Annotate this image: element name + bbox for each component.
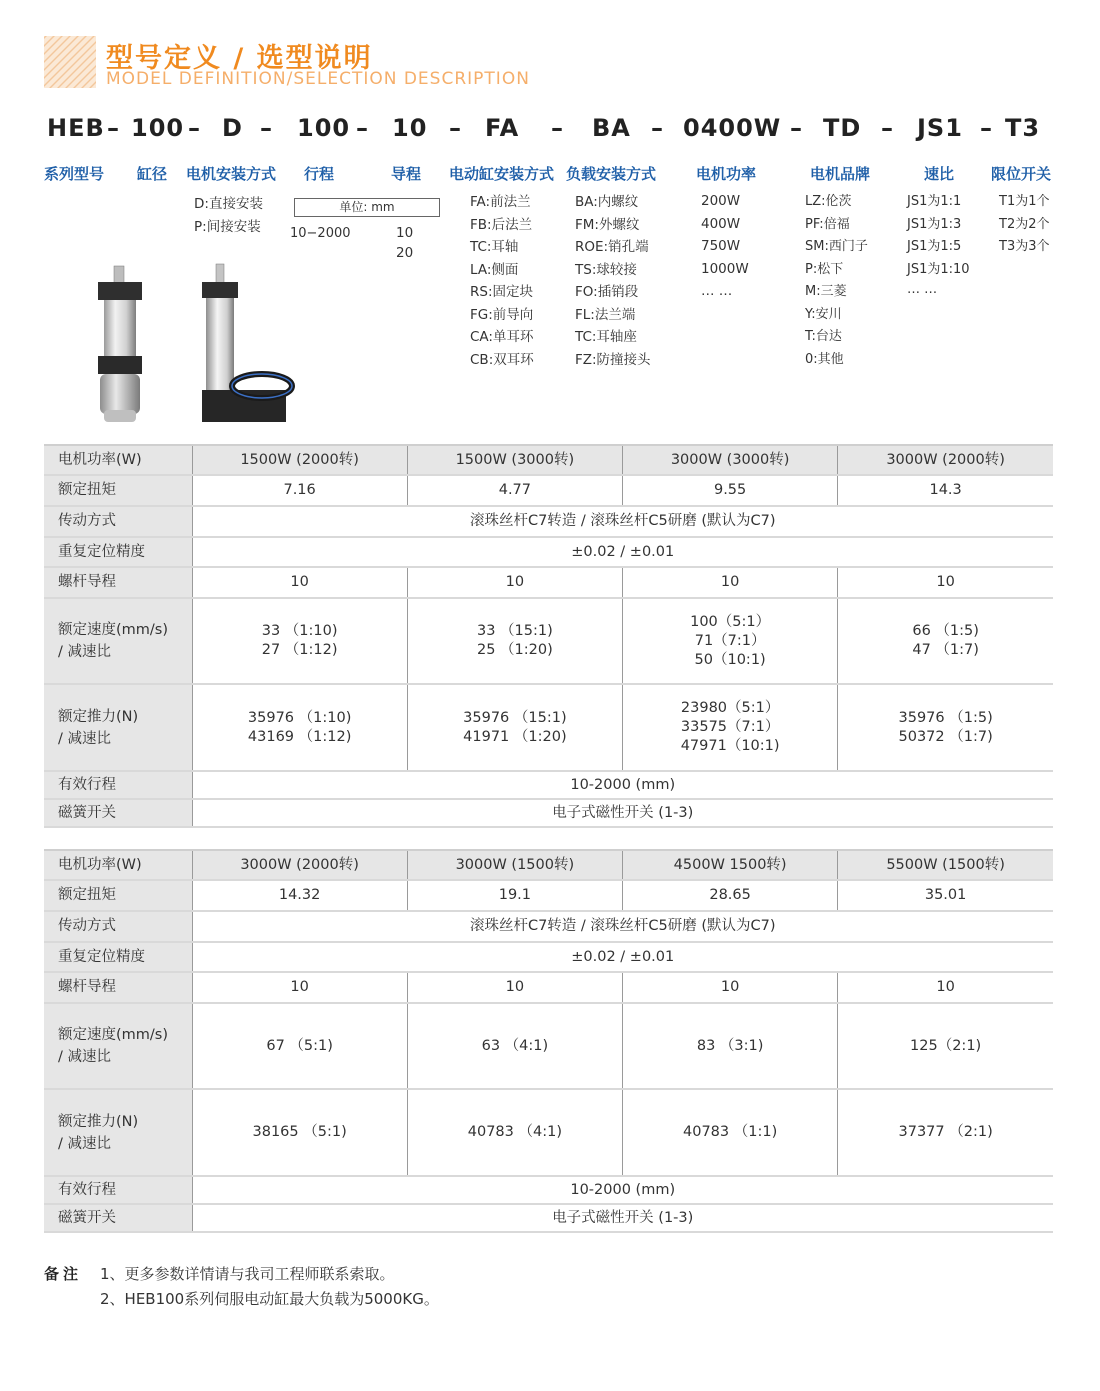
row-label: 传动方式	[44, 911, 192, 942]
table-cell: 10	[838, 972, 1053, 1003]
def-header-brand: 电机品牌	[810, 165, 871, 183]
table-cell: 33 （15:1) 25 （1:20)	[407, 598, 622, 684]
table-row	[44, 445, 1053, 475]
table-cell: 10	[623, 972, 838, 1003]
code-sep: –	[107, 114, 120, 142]
table-cell: 14.32	[192, 880, 407, 911]
table-row	[44, 942, 1053, 972]
table-cell: 38165 （5:1)	[192, 1089, 407, 1176]
table-cell: 4500W 1500转)	[623, 850, 838, 880]
note-item: 1、更多参数详情请与我司工程师联系索取。	[100, 1265, 395, 1283]
product-image-parallel-mount	[200, 262, 296, 428]
table-cell: 23980（5:1） 33575（7:1） 47971（10:1)	[623, 684, 838, 771]
code-series: HEB	[47, 114, 105, 142]
list-item: BA:内螺纹	[575, 194, 639, 210]
code-sep: –	[356, 114, 369, 142]
list-item: FA:前法兰	[470, 194, 531, 210]
table-cell: 3000W (2000转)	[192, 850, 407, 880]
table-cell: ±0.02 / ±0.01	[192, 537, 1053, 567]
table-cell: ±0.02 / ±0.01	[192, 942, 1053, 972]
row-label: 重复定位精度	[44, 942, 192, 972]
cylinder-mount-options	[470, 191, 534, 371]
table-row	[44, 911, 1053, 942]
load-mount-options	[575, 191, 651, 371]
list-item: FO:插销段	[575, 284, 639, 300]
table-row	[44, 972, 1053, 1003]
list-item: JS1为1:3	[907, 216, 962, 232]
code-sep: –	[980, 114, 993, 142]
table-cell: 3000W (2000转)	[838, 445, 1053, 475]
table-cell: 40783 （1:1)	[623, 1089, 838, 1176]
table-cell: 电子式磁性开关 (1-3)	[192, 799, 1053, 827]
table-cell: 10	[407, 972, 622, 1003]
note-item: 2、HEB100系列伺服电动缸最大负载为5000KG。	[100, 1290, 439, 1308]
list-item: 1000W	[701, 260, 749, 277]
header-decoration-icon	[44, 36, 96, 88]
page-subtitle: MODEL DEFINITION/SELECTION DESCRIPTION	[106, 69, 530, 89]
code-sep: –	[260, 114, 273, 142]
product-image-direct-mount	[90, 262, 150, 428]
table-cell: 10	[407, 567, 622, 598]
list-item: T1为1个	[999, 194, 1050, 209]
table-cell: 14.3	[838, 475, 1053, 506]
row-label: 螺杆导程	[44, 972, 192, 1003]
stroke-range: 10−2000	[290, 226, 351, 241]
table-cell: 100（5:1） 71（7:1） 50（10:1)	[623, 598, 838, 684]
code-sep: –	[881, 114, 894, 142]
lead-options	[396, 223, 413, 263]
list-item: LZ:伦茨	[805, 194, 852, 209]
code-sep: –	[551, 114, 564, 142]
list-item: SM:西门子	[805, 239, 868, 254]
row-label: 电机功率(W)	[44, 445, 192, 475]
list-item: FG:前导向	[470, 306, 534, 323]
code-bore: 100	[131, 114, 185, 142]
list-item: CB:双耳环	[470, 351, 534, 368]
list-item: LA:侧面	[470, 261, 519, 278]
table-cell: 35976 （1:10) 43169 （1:12)	[192, 684, 407, 771]
table-cell: 电子式磁性开关 (1-3)	[192, 1204, 1053, 1232]
table-cell: 63 （4:1)	[407, 1003, 622, 1089]
table-row	[44, 1204, 1053, 1232]
row-label: 传动方式	[44, 506, 192, 537]
def-header-load-mount: 负载安装方式	[566, 165, 657, 183]
def-header-ratio: 速比	[924, 165, 955, 183]
code-brand: TD	[823, 114, 862, 142]
table-cell: 125（2:1)	[838, 1003, 1053, 1089]
list-item: T2为2个	[999, 216, 1050, 232]
list-item: JS1为1:1	[907, 194, 962, 209]
table-row	[44, 850, 1053, 880]
row-label: 有效行程	[44, 1176, 192, 1204]
table-cell: 19.1	[407, 880, 622, 911]
def-header-cyl-mount: 电动缸安装方式	[449, 165, 555, 183]
limit-switch-options	[999, 191, 1049, 259]
table-cell: 10	[192, 567, 407, 598]
list-item: FZ:防撞接头	[575, 351, 651, 368]
table-row	[44, 506, 1053, 537]
list-item: 10	[396, 225, 414, 241]
table-cell: 10-2000 (mm)	[192, 1176, 1053, 1204]
list-item: 750W	[701, 238, 741, 254]
row-label: 额定扭矩	[44, 475, 192, 506]
table-cell: 35.01	[838, 880, 1053, 911]
list-item: 200W	[701, 193, 741, 209]
list-item: P:间接安装	[194, 218, 261, 235]
row-label: 电机功率(W)	[44, 850, 192, 880]
list-item: TS:球较接	[575, 261, 637, 278]
table-cell: 83 （3:1)	[623, 1003, 838, 1089]
code-stroke: 100	[297, 114, 351, 142]
list-item: TC:耳轴	[470, 239, 519, 255]
row-label: 额定推力(N) / 减速比	[44, 1089, 192, 1176]
table-cell: 5500W (1500转)	[838, 850, 1053, 880]
table-cell: 67 （5:1)	[192, 1003, 407, 1089]
list-item: ROE:销孔端	[575, 239, 649, 255]
list-item: PF:倍福	[805, 216, 850, 232]
list-item: FM:外螺纹	[575, 216, 640, 233]
table-row	[44, 880, 1053, 911]
table-row	[44, 475, 1053, 506]
list-item: FL:法兰端	[575, 306, 636, 323]
page-title: 型号定义 / 选型说明	[106, 43, 373, 74]
def-header-motor-mount: 电机安装方式	[186, 165, 277, 183]
stroke-unit-box: 单位: mm	[294, 198, 440, 217]
table-cell: 4.77	[407, 475, 622, 506]
code-power: 0400W	[683, 114, 782, 142]
list-item: … …	[907, 282, 938, 297]
list-item: T:台达	[805, 329, 842, 344]
table-cell: 1500W (3000转)	[407, 445, 622, 475]
table-row	[44, 598, 1053, 684]
list-item: P:松下	[805, 261, 844, 277]
list-item: RS:固定块	[470, 284, 533, 300]
table-cell: 37377 （2:1)	[838, 1089, 1053, 1176]
motor-mount-options	[194, 193, 263, 238]
def-header-bore: 缸径	[137, 165, 168, 183]
def-header-lead: 导程	[391, 165, 422, 183]
list-item: 20	[396, 245, 414, 261]
table-cell: 40783 （4:1)	[407, 1089, 622, 1176]
notes-heading: 备注	[44, 1265, 83, 1283]
table-cell: 3000W (1500转)	[407, 850, 622, 880]
spec-table-2	[44, 849, 1053, 1233]
row-label: 额定扭矩	[44, 880, 192, 911]
spec-table-1	[44, 444, 1053, 828]
motor-brand-options	[805, 191, 868, 371]
table-row	[44, 537, 1053, 567]
code-sep: –	[790, 114, 803, 142]
ratio-options	[907, 191, 970, 299]
table-row	[44, 1003, 1053, 1089]
code-mount: D	[222, 114, 243, 142]
table-cell: 9.55	[623, 475, 838, 506]
list-item: … …	[701, 283, 733, 299]
list-item: CA:单耳环	[470, 329, 534, 345]
code-sep: –	[651, 114, 664, 142]
table-row	[44, 771, 1053, 799]
def-header-stroke: 行程	[304, 165, 335, 183]
table-cell: 10	[838, 567, 1053, 598]
table-cell: 28.65	[623, 880, 838, 911]
row-label: 有效行程	[44, 771, 192, 799]
table-cell: 10	[192, 972, 407, 1003]
row-label: 额定速度(mm/s) / 减速比	[44, 1003, 192, 1089]
code-lead: 10	[392, 114, 428, 142]
code-sep: –	[188, 114, 201, 142]
table-cell: 66 （1:5) 47 （1:7)	[838, 598, 1053, 684]
table-row	[44, 1089, 1053, 1176]
table-cell: 1500W (2000转)	[192, 445, 407, 475]
list-item: M:三菱	[805, 284, 847, 299]
table-cell: 滚珠丝杆C7转造 / 滚珠丝杆C5研磨 (默认为C7)	[192, 506, 1053, 537]
code-switch: T3	[1005, 114, 1041, 142]
def-header-series: 系列型号	[44, 165, 105, 183]
list-item: 0:其他	[805, 351, 844, 367]
table-cell: 7.16	[192, 475, 407, 506]
row-label: 磁簧开关	[44, 1204, 192, 1232]
table-row	[44, 567, 1053, 598]
code-cyl-mount: FA	[485, 114, 520, 142]
table-cell: 3000W (3000转)	[623, 445, 838, 475]
row-label: 磁簧开关	[44, 799, 192, 827]
list-item: D:直接安装	[194, 196, 263, 212]
table-row	[44, 799, 1053, 827]
table-cell: 35976 （1:5) 50372 （1:7)	[838, 684, 1053, 771]
list-item: T3为3个	[999, 239, 1050, 254]
row-label: 额定速度(mm/s) / 减速比	[44, 598, 192, 684]
table-cell: 10-2000 (mm)	[192, 771, 1053, 799]
code-ratio: JS1	[917, 114, 963, 142]
list-item: JS1为1:5	[907, 239, 962, 254]
code-sep: –	[449, 114, 462, 142]
code-load-mount: BA	[592, 114, 631, 142]
list-item: JS1为1:10	[907, 261, 970, 277]
table-cell: 滚珠丝杆C7转造 / 滚珠丝杆C5研磨 (默认为C7)	[192, 911, 1053, 942]
def-header-power: 电机功率	[696, 165, 757, 183]
list-item: 400W	[701, 215, 741, 232]
list-item: Y:安川	[805, 306, 842, 322]
def-header-switch: 限位开关	[991, 165, 1052, 183]
row-label: 重复定位精度	[44, 537, 192, 567]
table-cell: 35976 （15:1) 41971 （1:20)	[407, 684, 622, 771]
table-cell: 33 （1:10) 27 （1:12)	[192, 598, 407, 684]
table-row	[44, 684, 1053, 771]
table-row	[44, 1176, 1053, 1204]
list-item: TC:耳轴座	[575, 329, 637, 345]
row-label: 螺杆导程	[44, 567, 192, 598]
list-item: FB:后法兰	[470, 216, 533, 233]
motor-power-options	[701, 190, 749, 303]
row-label: 额定推力(N) / 减速比	[44, 684, 192, 771]
table-cell: 10	[623, 567, 838, 598]
